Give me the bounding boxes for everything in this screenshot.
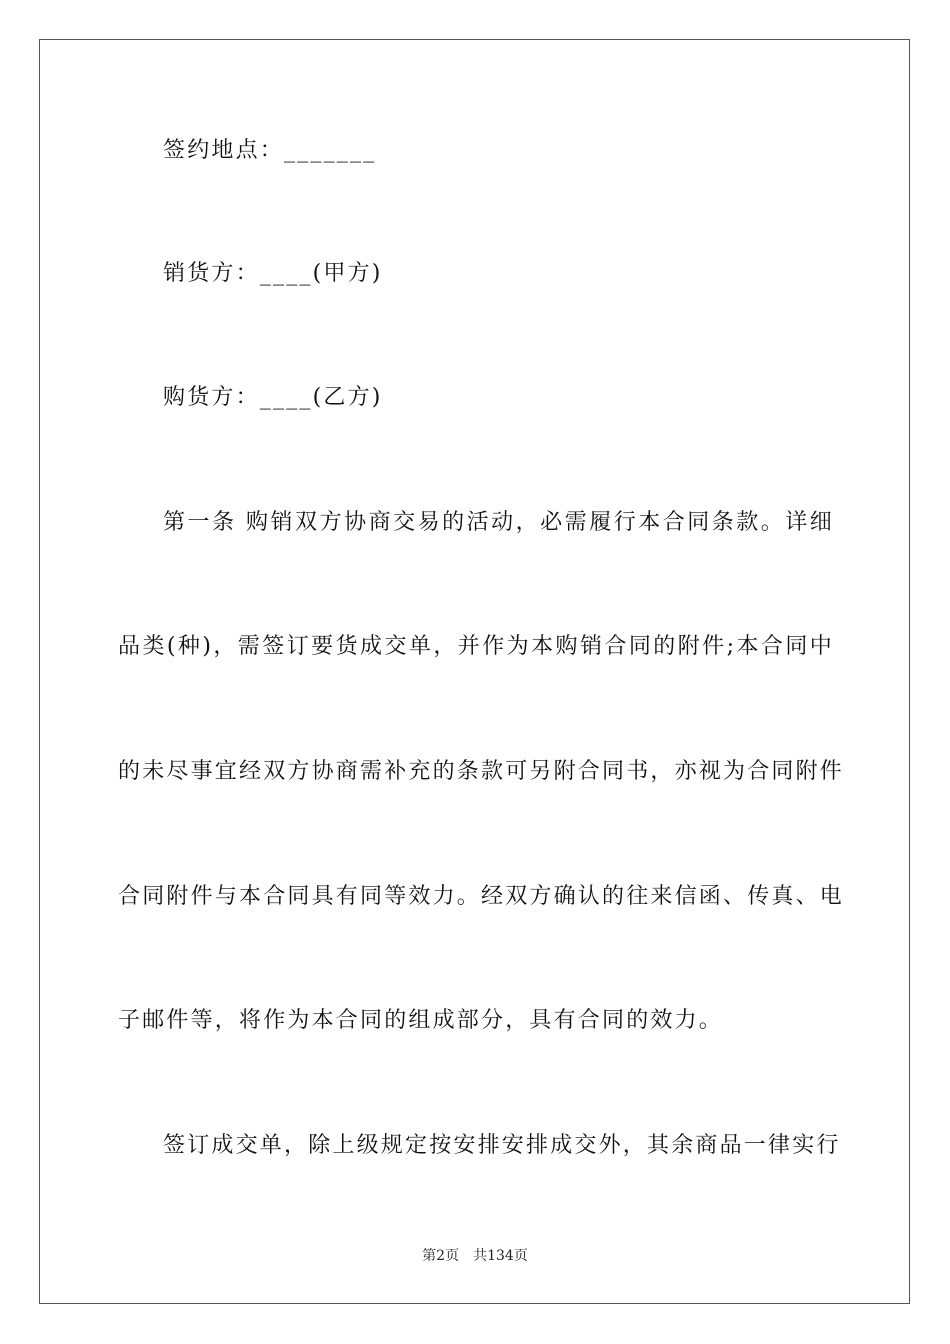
signing-location-line: 签约地点：_______	[163, 138, 377, 163]
article-one-line-2: 品类(种)，需签订要货成交单，并作为本购销合同的附件;本合同中	[118, 634, 834, 659]
article-one-line-1: 第一条 购销双方协商交易的活动，必需履行本合同条款。详细	[163, 510, 834, 535]
article-one-line-3: 的未尽事宜经双方协商需补充的条款可另附合同书，亦视为合同附件	[118, 759, 845, 784]
page-footer	[0, 1247, 950, 1265]
seller-line: 销货方：____(甲方)	[163, 261, 383, 286]
buyer-line: 购货方：____(乙方)	[163, 385, 383, 410]
paragraph-two-line-1: 签订成交单，除上级规定按安排安排成交外，其余商品一律实行	[163, 1133, 841, 1158]
article-one-line-4: 合同附件与本合同具有同等效力。经双方确认的往来信函、传真、电	[118, 884, 845, 909]
total-pages: 共134页	[473, 1248, 528, 1264]
page-border	[39, 39, 910, 1304]
page-number: 第2页	[422, 1248, 460, 1264]
article-one-line-5: 子邮件等，将作为本合同的组成部分，具有合同的效力。	[118, 1008, 724, 1033]
